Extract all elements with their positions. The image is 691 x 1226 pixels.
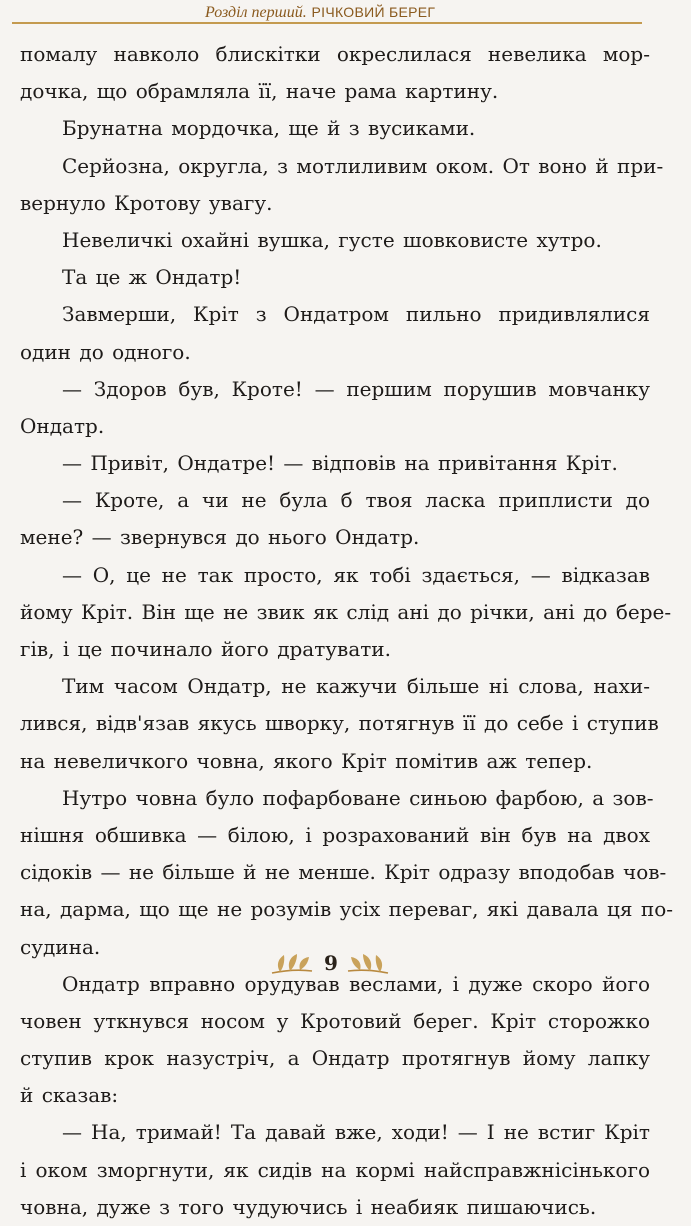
chapter-label: Розділ перший. bbox=[205, 4, 307, 21]
text-line: вернуло Кротову увагу. bbox=[20, 190, 273, 215]
header-text bbox=[205, 3, 435, 22]
text-line: — Здоров був, Кроте! — першим порушив мовчанку bbox=[62, 376, 650, 401]
text-line: один до одного. bbox=[20, 339, 191, 364]
text-line: сідоків — не більше й не менше. Кріт одразу вподобав чов- bbox=[20, 860, 667, 885]
text-line: ступив крок назустріч, а Ондатр протягнув йому лапку bbox=[20, 1046, 650, 1071]
text-line: Тим часом Ондатр, не кажучи більше ні слова, нахи- bbox=[62, 674, 650, 699]
header-rule bbox=[12, 22, 642, 24]
text-line: йому Кріт. Він ще не звик як слід ані до річки, ані до бере- bbox=[20, 599, 672, 624]
text-line: мене? — звернувся до нього Ондатр. bbox=[20, 525, 420, 550]
text-line: Невеличкі охайні вушка, густе шовковисте хутро. bbox=[62, 227, 602, 252]
leaf-sprig-icon bbox=[270, 951, 314, 977]
text-line: Брунатна мордочка, ще й з вусиками. bbox=[62, 116, 476, 141]
text-line: Завмерши, Кріт з Ондатром пильно придивлялися bbox=[62, 302, 650, 327]
text-line: човна, дуже з того чудуючись і неабияк пишаючись. bbox=[20, 1194, 597, 1219]
leaf-sprig-icon bbox=[346, 951, 390, 977]
text-line: судина. bbox=[20, 934, 101, 959]
page-footer bbox=[0, 945, 691, 985]
text-line: нішня обшивка — білою, і розрахований він був на двох bbox=[20, 822, 650, 847]
chapter-title: РІЧКОВИЙ БЕРЕГ bbox=[311, 4, 436, 20]
text-line: Серйозна, округла, з мотлиливим оком. От воно й при- bbox=[62, 153, 664, 178]
text-line: лився, відв'язав якусь шворку, потягнув її до себе і ступив bbox=[20, 711, 659, 736]
text-line: дочка, що обрамляла її, наче рама картину. bbox=[20, 79, 499, 104]
running-header bbox=[0, 0, 691, 26]
body-text bbox=[20, 36, 674, 1226]
text-line: помалу навколо блискітки окреслилася невелика мор- bbox=[20, 42, 650, 66]
text-line: й сказав: bbox=[20, 1083, 119, 1108]
text-line: — На, тримай! Та давай вже, ходи! — І не встиг Кріт bbox=[62, 1120, 650, 1145]
text-line: Та це ж Ондатр! bbox=[62, 265, 242, 290]
text-line: на, дарма, що ще не розумів усіх переваг, які давала ця по- bbox=[20, 897, 674, 922]
text-line: Ондатр. bbox=[20, 413, 105, 438]
page-number: 9 bbox=[324, 951, 338, 975]
text-line: човен уткнувся носом у Кротовий берег. Кріт сторожко bbox=[20, 1008, 650, 1033]
text-line: Ондатр вправно орудував веслами, і дуже скоро його bbox=[62, 971, 650, 996]
text-line: — О, це не так просто, як тобі здається, — відказав bbox=[62, 562, 650, 587]
text-line: — Привіт, Ондатре! — відповів на привітання Кріт. bbox=[62, 451, 618, 476]
text-line: — Кроте, а чи не була б твоя ласка приплисти до bbox=[62, 488, 650, 513]
text-line: і оком зморгнути, як сидів на кормі найсправжнісінького bbox=[20, 1157, 650, 1182]
text-line: Нутро човна було пофарбоване синьою фарбою, а зов- bbox=[62, 785, 654, 810]
text-line: на невеличкого човна, якого Кріт помітив аж тепер. bbox=[20, 748, 593, 773]
text-line: гів, і це починало його дратувати. bbox=[20, 637, 391, 661]
